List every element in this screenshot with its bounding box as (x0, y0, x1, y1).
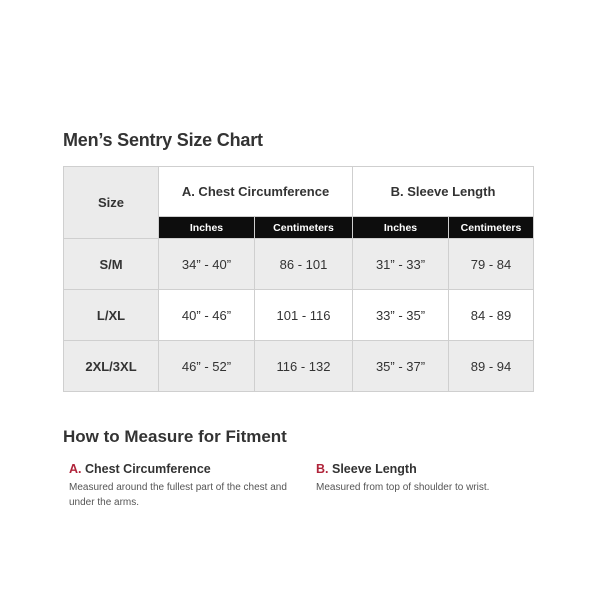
sleeve-centimeters-cell: 79 - 84 (449, 239, 534, 290)
sleeve-inches-cell: 31” - 33” (353, 239, 449, 290)
chest-inches-cell: 34” - 40” (159, 239, 255, 290)
size-cell: 2XL/3XL (64, 341, 159, 392)
sleeve-centimeters-header: Centimeters (449, 217, 534, 239)
measure-letter: B. (316, 462, 329, 476)
measure-description: Measured from top of shoulder to wrist. (316, 482, 490, 493)
size-chart-title: Men’s Sentry Size Chart (63, 130, 263, 150)
size-chart-table (63, 166, 534, 392)
measure-item-chest (69, 462, 289, 510)
sleeve-group-header: B. Sleeve Length (353, 167, 534, 217)
group-header-row (64, 167, 534, 217)
measure-section-title: How to Measure for Fitment (63, 427, 287, 446)
sleeve-inches-cell: 33” - 35” (353, 290, 449, 341)
table-row (64, 341, 534, 392)
size-cell: S/M (64, 239, 159, 290)
chest-group-header: A. Chest Circumference (159, 167, 353, 217)
size-column-header: Size (64, 167, 159, 239)
chest-inches-cell: 46” - 52” (159, 341, 255, 392)
table-row (64, 290, 534, 341)
sleeve-inches-header: Inches (353, 217, 449, 239)
chest-inches-cell: 40” - 46” (159, 290, 255, 341)
size-cell: L/XL (64, 290, 159, 341)
sleeve-centimeters-cell: 89 - 94 (449, 341, 534, 392)
chest-centimeters-cell: 101 - 116 (255, 290, 353, 341)
chest-centimeters-header: Centimeters (255, 217, 353, 239)
measure-letter: A. (69, 462, 82, 476)
chest-centimeters-cell: 116 - 132 (255, 341, 353, 392)
measure-name: Chest Circumference (84, 462, 211, 476)
chest-centimeters-cell: 86 - 101 (255, 239, 353, 290)
sleeve-centimeters-cell: 84 - 89 (449, 290, 534, 341)
measure-item-sleeve (316, 462, 536, 495)
table-row (64, 239, 534, 290)
chest-inches-header: Inches (159, 217, 255, 239)
measure-heading (316, 462, 536, 476)
measure-heading (69, 462, 289, 476)
measure-name: Sleeve Length (331, 462, 417, 476)
sleeve-inches-cell: 35” - 37” (353, 341, 449, 392)
measure-description: Measured around the fullest part of the chest and under the arms. (69, 482, 287, 508)
